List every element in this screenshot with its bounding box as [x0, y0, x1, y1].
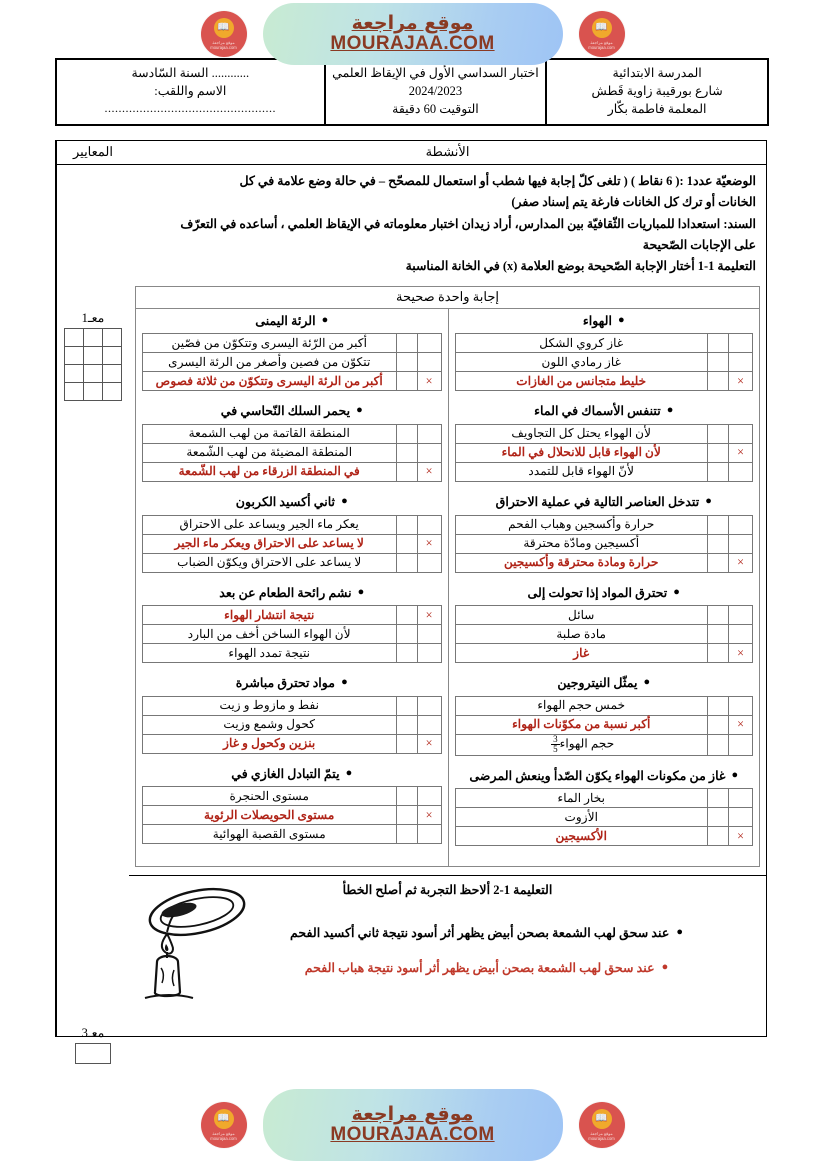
option-row — [455, 462, 753, 481]
option-spacer — [396, 644, 417, 663]
bullet-icon: ● — [341, 494, 348, 507]
option-row — [143, 334, 442, 353]
option-checkbox[interactable] — [417, 443, 441, 462]
question-block — [455, 585, 754, 664]
watermark-logo-right-icon — [579, 11, 625, 57]
option-row — [455, 424, 753, 443]
situation-line-1: الوضعيّة عدد1 :( 6 نقاط ) ( تلغى كلّ إجابة فيها شطب أو استعمال للمصحّح – في حالة وضع علامة في كل — [239, 174, 756, 188]
option-label: نفط و مازوط و زيت — [143, 696, 397, 715]
option-label: حرارة ومادة محترقة وأكسيجين — [455, 553, 708, 572]
option-checkbox[interactable] — [417, 424, 441, 443]
question-stem — [455, 494, 754, 512]
option-spacer — [708, 534, 729, 553]
book-icon: 📖 — [592, 1109, 612, 1129]
lower-task-section — [129, 875, 766, 1036]
option-checkbox[interactable] — [417, 334, 441, 353]
question-stem-text: يمثّل النيتروجين — [557, 676, 638, 691]
option-label: يعكر ماء الجير ويساعد على الاحتراق — [143, 515, 397, 534]
question-block — [142, 494, 442, 573]
criteria-1-label: معـ1 — [81, 311, 105, 325]
option-row — [455, 515, 753, 534]
question-stem-text: تتنفس الأسماك في الماء — [534, 404, 661, 419]
bullet-icon: ● — [666, 404, 674, 417]
option-row — [455, 808, 753, 827]
option-label: خمس حجم الهواء — [455, 696, 708, 715]
option-row — [455, 644, 753, 663]
option-row — [143, 606, 442, 625]
option-row — [455, 625, 753, 644]
watermark-logo-right-icon — [579, 1102, 625, 1148]
options-table — [142, 696, 442, 754]
school-year: 2024/2023 — [408, 84, 463, 99]
criteria-grid-row — [65, 347, 122, 365]
option-spacer — [708, 424, 729, 443]
option-spacer — [708, 808, 729, 827]
candle-experiment-icon — [139, 882, 249, 1007]
option-row — [143, 443, 442, 462]
option-row — [455, 353, 753, 372]
criteria-grid-cell[interactable] — [103, 347, 122, 365]
question-stem-text: نشم رائحة الطعام عن بعد — [219, 585, 352, 600]
options-table — [142, 424, 442, 482]
option-spacer — [708, 734, 729, 755]
criteria-body — [57, 165, 129, 1040]
support-line-2: على الإجابات الصّحيحة — [642, 237, 756, 252]
question-block — [142, 766, 442, 845]
watermark-bottom — [0, 1085, 825, 1165]
option-checkbox[interactable] — [729, 353, 753, 372]
header-exam-cell — [324, 60, 546, 124]
option-label: مستوى القصبة الهوائية — [143, 825, 397, 844]
option-label: حجم الهواء $\frac{3}{5}$ — [455, 734, 708, 755]
option-checkbox[interactable] — [729, 696, 753, 715]
option-label: بنزين وكحول و غاز — [143, 734, 397, 753]
question-block — [142, 585, 442, 664]
option-spacer — [708, 827, 729, 846]
option-checkbox[interactable] — [417, 515, 441, 534]
option-checkbox[interactable] — [417, 787, 441, 806]
option-checkbox[interactable] — [729, 734, 753, 755]
option-checkbox[interactable] — [417, 353, 441, 372]
option-spacer — [396, 696, 417, 715]
option-label: لأن الهواء الساخن أخف من البارد — [143, 625, 397, 644]
criteria-3-box[interactable] — [75, 1043, 111, 1064]
main-worksheet-table — [55, 140, 767, 1040]
option-label: أكسيجين ومادّة محترقة — [455, 534, 708, 553]
answers-box — [135, 286, 760, 868]
criteria-grid-cell[interactable] — [65, 383, 84, 401]
question-block — [455, 675, 754, 756]
options-table — [455, 333, 754, 391]
criteria-1-grid[interactable] — [64, 328, 122, 401]
option-row — [455, 827, 753, 846]
option-spacer — [396, 443, 417, 462]
option-label: تتكوّن من فصين وأصغر من الرئة اليسرى — [143, 353, 397, 372]
option-spacer — [708, 372, 729, 391]
criteria-grid-row — [65, 383, 122, 401]
option-row — [455, 696, 753, 715]
option-checkbox[interactable] — [417, 553, 441, 572]
bullet-icon: ● — [617, 313, 625, 326]
option-spacer — [708, 696, 729, 715]
option-spacer — [708, 789, 729, 808]
option-spacer — [396, 515, 417, 534]
question-stem-text: الرئة اليمنى — [255, 313, 316, 328]
question-columns — [136, 309, 759, 867]
option-row — [143, 787, 442, 806]
criteria-grid-cell[interactable] — [103, 383, 122, 401]
criteria-1-block — [57, 310, 129, 401]
question-stem — [455, 585, 754, 603]
option-checkbox[interactable] — [729, 515, 753, 534]
option-row — [455, 372, 753, 391]
introduction-block — [129, 165, 766, 284]
criteria-grid-cell[interactable] — [103, 329, 122, 347]
pupil-name-label: الاسم واللقب: — [154, 84, 227, 99]
option-spacer — [708, 644, 729, 663]
criteria-grid-cell[interactable] — [65, 365, 84, 383]
options-table — [455, 788, 754, 846]
options-table — [142, 515, 442, 573]
option-spacer — [396, 534, 417, 553]
pupil-name-field[interactable]: ................................................. — [104, 101, 277, 116]
option-checkbox[interactable] — [417, 715, 441, 734]
answers-box-header: إجابة واحدة صحيحة — [136, 287, 759, 309]
option-checkbox[interactable] — [729, 462, 753, 481]
option-row — [143, 515, 442, 534]
support-line-1: السند: استعدادا للمباريات الثّقافيّة بين المدارس، أراد زيدان اختبار معلوماته في الإيقاظ العلمي ، أساعده في التعرّف — [180, 216, 756, 231]
option-row — [143, 372, 442, 391]
option-row — [143, 806, 442, 825]
option-row — [455, 715, 753, 734]
option-checkbox[interactable] — [729, 334, 753, 353]
watermark-pill — [210, 1089, 615, 1161]
option-row — [455, 606, 753, 625]
option-row — [143, 734, 442, 753]
option-label: نتيجة تمدد الهواء — [143, 644, 397, 663]
option-row — [143, 353, 442, 372]
option-label: مستوى الحنجرة — [143, 787, 397, 806]
option-label: حرارة وأكسجين وهباب الفحم — [455, 515, 708, 534]
bullet-icon: ● — [321, 313, 329, 326]
option-spacer — [708, 462, 729, 481]
question-stem — [455, 403, 754, 421]
lower-statement-red-text: عند سحق لهب الشمعة بصحن أبيض يظهر أثر أسود نتيجة هباب الفحم — [304, 961, 655, 976]
school-address: شارع بورقيبة زاوية قَطش — [591, 84, 723, 99]
option-spacer — [708, 606, 729, 625]
option-label: المنطقة القاتمة من لهب الشمعة — [143, 424, 397, 443]
option-spacer — [396, 806, 417, 825]
activities-column-header: الأنشطة — [129, 141, 766, 165]
option-checkbox[interactable] — [729, 625, 753, 644]
watermark-domain-text: MOURAJAA.COM — [330, 33, 495, 54]
option-spacer — [708, 715, 729, 734]
option-spacer — [708, 553, 729, 572]
question-stem-text: تتدخل العناصر التالية في عملية الاحتراق — [495, 494, 700, 509]
option-spacer — [708, 625, 729, 644]
option-checkbox[interactable] — [729, 808, 753, 827]
header-school-cell — [545, 60, 767, 124]
bullet-icon: ● — [643, 676, 651, 689]
option-checkbox[interactable]: × — [729, 644, 753, 663]
question-block — [142, 675, 442, 754]
bullet-icon: ● — [705, 494, 712, 507]
grade-level — [63, 64, 318, 82]
option-checkbox[interactable]: × — [417, 534, 441, 553]
criteria-grid-cell[interactable] — [84, 347, 103, 365]
option-checkbox[interactable]: × — [417, 606, 441, 625]
task-instruction: التعليمة 1-1 أختار الإجابة الصّحيحة بوضع العلامة (x) في الخانة المناسبة — [405, 259, 756, 274]
option-row — [143, 644, 442, 663]
option-label: المنطقة المضيئة من لهب الشّمعة — [143, 443, 397, 462]
option-checkbox[interactable]: × — [729, 372, 753, 391]
situation-line-2: الخانات أو ترك كل الخانات فارغة يتم إسناد صفر) — [511, 195, 756, 210]
exam-duration: التوقيت 60 دقيقة — [392, 102, 479, 117]
question-stem-text: مواد تحترق مباشرة — [235, 676, 336, 691]
option-spacer — [708, 353, 729, 372]
options-table — [142, 786, 442, 844]
option-checkbox[interactable]: × — [417, 372, 441, 391]
exam-title: اختبار السداسي الأول في الإيقاظ العلمي — [332, 66, 539, 80]
lower-statement-black — [257, 924, 716, 943]
lower-statement-black-text: عند سحق لهب الشمعة بصحن أبيض يظهر أثر أسود نتيجة ثاني أكسيد الفحم — [289, 926, 670, 941]
option-label: غاز رمادي اللون — [455, 353, 708, 372]
bullet-icon: ● — [341, 676, 348, 689]
lower-task-title: التعليمة 1-2 ألاحظ التجربة ثم أصلح الخطأ — [342, 883, 553, 898]
criteria-3-label: معـ3 — [81, 1026, 105, 1040]
question-stem — [142, 313, 442, 331]
options-table — [455, 605, 754, 663]
option-label: لأن الهواء قابل للانحلال في الماء — [455, 443, 708, 462]
question-stem-text: ثاني أكسيد الكربون — [235, 494, 336, 509]
option-label: غاز — [455, 644, 708, 663]
criteria-3-block — [57, 1025, 129, 1064]
option-checkbox[interactable]: × — [729, 827, 753, 846]
activities-column — [129, 141, 766, 1036]
question-column-left — [136, 309, 448, 867]
watermark-logo-left-icon — [201, 1102, 247, 1148]
option-row — [143, 424, 442, 443]
option-checkbox[interactable]: × — [729, 553, 753, 572]
option-checkbox[interactable] — [729, 534, 753, 553]
bullet-icon: ● — [676, 926, 683, 939]
question-stem-text: يحمر السلك النّحاسي في — [220, 404, 351, 419]
header-pupil-cell — [57, 60, 324, 124]
option-spacer — [396, 553, 417, 572]
bullet-icon: ● — [357, 585, 365, 598]
watermark-badge-caption: موقع مراجعة mourajaa.com — [210, 1130, 237, 1141]
question-stem-text: يتمّ التبادل الغازي في — [231, 766, 340, 781]
options-table — [455, 424, 754, 482]
school-name: المدرسة الابتدائية — [612, 66, 702, 80]
option-spacer — [396, 734, 417, 753]
option-row — [455, 443, 753, 462]
option-spacer — [708, 515, 729, 534]
options-table — [142, 333, 442, 391]
watermark-arabic-text: موقع مراجعة — [351, 1103, 474, 1126]
question-stem — [142, 766, 442, 784]
watermark-badge-caption: موقع مراجعة mourajaa.com — [210, 39, 237, 50]
option-spacer — [396, 787, 417, 806]
option-label: كحول وشمع وزيت — [143, 715, 397, 734]
question-block — [455, 313, 754, 392]
criteria-grid-row — [65, 365, 122, 383]
option-label: سائل — [455, 606, 708, 625]
question-stem — [142, 585, 442, 603]
option-label: بخار الماء — [455, 789, 708, 808]
question-stem — [455, 768, 754, 786]
option-spacer — [396, 625, 417, 644]
question-block — [142, 403, 442, 482]
question-stem-text: الهواء — [582, 313, 612, 328]
option-label: الأكسيجين — [455, 827, 708, 846]
option-label: غاز كروي الشكل — [455, 334, 708, 353]
options-table — [455, 515, 754, 573]
option-spacer — [396, 715, 417, 734]
question-block — [455, 494, 754, 573]
book-icon: 📖 — [592, 18, 612, 38]
teacher-name: المعلمة فاطمة بكّار — [607, 102, 707, 117]
question-stem — [142, 403, 442, 421]
exam-header-table — [55, 58, 769, 126]
option-label: أكبر من الرئة اليسرى وتتكوّن من ثلاثة فصوص — [143, 372, 397, 391]
option-spacer — [396, 353, 417, 372]
bullet-icon: ● — [345, 766, 353, 779]
option-row — [143, 462, 442, 481]
criteria-grid-cell[interactable] — [84, 365, 103, 383]
watermark-badge-caption: موقع مراجعة mourajaa.com — [588, 39, 615, 50]
question-column-right — [448, 309, 760, 867]
option-checkbox[interactable] — [417, 644, 441, 663]
option-label: لا يساعد على الاحتراق ويكوّن الضباب — [143, 553, 397, 572]
criteria-grid-cell[interactable] — [65, 347, 84, 365]
criteria-grid-cell[interactable] — [103, 365, 122, 383]
criteria-column-header: المعايير — [57, 141, 129, 165]
criteria-grid-cell[interactable] — [84, 329, 103, 347]
option-checkbox[interactable]: × — [729, 715, 753, 734]
criteria-column — [56, 141, 129, 1040]
option-label: الأزوت — [455, 808, 708, 827]
option-spacer — [708, 334, 729, 353]
question-stem — [142, 494, 442, 512]
question-stem — [455, 313, 754, 331]
option-row — [455, 734, 753, 755]
option-row — [455, 534, 753, 553]
bullet-icon: ● — [731, 768, 739, 781]
bullet-icon: ● — [356, 404, 363, 417]
option-label: أكبر نسبة من مكوّنات الهواء — [455, 715, 708, 734]
criteria-grid-cell[interactable] — [65, 329, 84, 347]
option-checkbox[interactable]: × — [417, 462, 441, 481]
option-label: لا يساعد على الاحتراق ويعكر ماء الجير — [143, 534, 397, 553]
book-icon: 📖 — [214, 1109, 234, 1129]
watermark-domain-text: MOURAJAA.COM — [330, 1124, 495, 1145]
option-checkbox[interactable] — [417, 825, 441, 844]
watermark-pill — [210, 3, 615, 65]
watermark-arabic-text: موقع مراجعة — [351, 12, 474, 35]
option-label: أكبر من الرّئة اليسرى وتتكوّن من فصّين — [143, 334, 397, 353]
option-spacer — [396, 424, 417, 443]
option-checkbox[interactable] — [729, 424, 753, 443]
question-block — [455, 768, 754, 847]
option-label: خليط متجانس من الغازات — [455, 372, 708, 391]
option-row — [455, 334, 753, 353]
option-checkbox[interactable] — [729, 606, 753, 625]
option-label: مستوى الحويصلات الرئوية — [143, 806, 397, 825]
option-row — [455, 553, 753, 572]
option-spacer — [396, 462, 417, 481]
option-row — [143, 825, 442, 844]
criteria-grid-row — [65, 329, 122, 347]
option-row — [143, 696, 442, 715]
watermark-badge-caption: موقع مراجعة mourajaa.com — [588, 1130, 615, 1141]
question-block — [142, 313, 442, 392]
option-spacer — [396, 334, 417, 353]
option-checkbox[interactable]: × — [417, 806, 441, 825]
question-block — [455, 403, 754, 482]
option-label: نتيجة انتشار الهواء — [143, 606, 397, 625]
question-stem — [455, 675, 754, 693]
option-checkbox[interactable] — [417, 696, 441, 715]
option-spacer — [708, 443, 729, 462]
book-icon: 📖 — [214, 18, 234, 38]
option-row — [143, 534, 442, 553]
option-checkbox[interactable]: × — [729, 443, 753, 462]
option-row — [143, 625, 442, 644]
criteria-grid-cell[interactable] — [84, 383, 103, 401]
fraction: $\frac{3}{5}$ — [553, 733, 558, 755]
options-table — [142, 605, 442, 663]
grade-label: السنة السّادسة — [131, 66, 209, 80]
option-label: لأنّ الهواء قابل للتمدد — [455, 462, 708, 481]
option-row — [143, 553, 442, 572]
bullet-icon: ● — [661, 961, 669, 974]
bullet-icon: ● — [673, 585, 680, 598]
question-stem-text: تحترق المواد إذا تحولت إلى — [527, 585, 668, 600]
option-label: لأن الهواء يحتل كل التجاويف — [455, 424, 708, 443]
option-spacer — [396, 825, 417, 844]
question-stem-text: غاز من مكونات الهواء يكوّن الصّدأ وينعش المرضى — [469, 768, 726, 783]
question-stem — [142, 675, 442, 693]
option-row — [143, 715, 442, 734]
option-checkbox[interactable] — [729, 789, 753, 808]
option-spacer — [396, 606, 417, 625]
option-label: مادة صلبة — [455, 625, 708, 644]
option-checkbox[interactable]: × — [417, 734, 441, 753]
option-spacer — [396, 372, 417, 391]
option-row — [455, 789, 753, 808]
watermark-logo-left-icon — [201, 11, 247, 57]
lower-statement-red — [257, 959, 716, 978]
options-table — [455, 696, 754, 756]
option-checkbox[interactable] — [417, 625, 441, 644]
option-label: في المنطقة الزرقاء من لهب الشّمعة — [143, 462, 397, 481]
grade-dots: ............ — [211, 66, 250, 80]
